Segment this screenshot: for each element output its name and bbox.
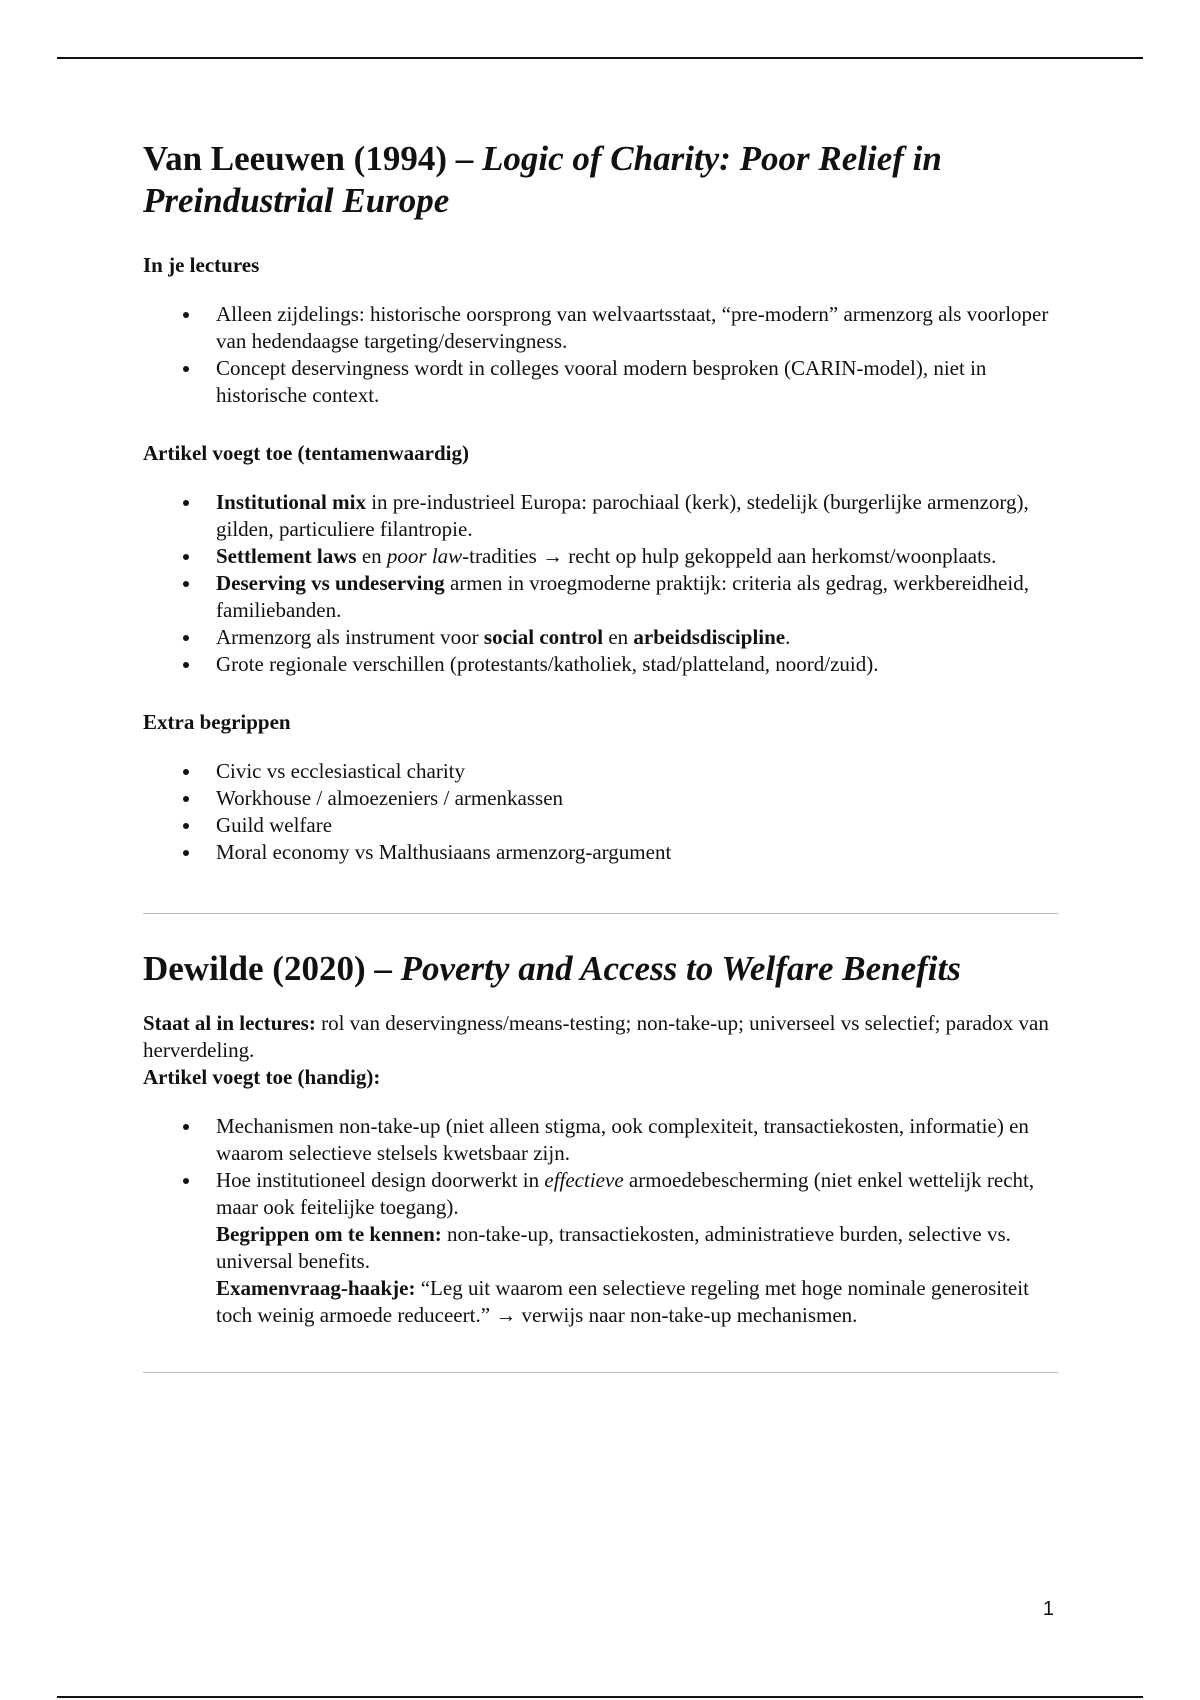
page-top-rule	[57, 57, 1143, 59]
document-body	[143, 138, 1058, 1373]
item-text: Grote regionale verschillen (protestants/katholiek, stad/platteland, noord/zuid).	[216, 652, 879, 676]
section-divider	[143, 913, 1058, 914]
adds-heading: Artikel voegt toe (handig):	[143, 1065, 381, 1089]
item-text: armen in vroegmoderne praktijk: criteria als gedrag, werkbereidheid, familiebanden.	[216, 571, 1029, 622]
list-item: Concept deservingness wordt in colleges vooral modern besproken (CARIN-model), niet in historische context.	[143, 355, 1058, 409]
list-item	[143, 543, 1058, 570]
list-item: Civic vs ecclesiastical charity	[143, 758, 1058, 785]
bold-term: social control	[483, 625, 604, 649]
italic-term: poor law	[386, 544, 463, 568]
item-text: Hoe institutioneel design doorwerkt in	[216, 1168, 545, 1192]
bold-term: arbeidsdiscipline	[633, 625, 786, 649]
list-item	[143, 489, 1058, 543]
list-item: Guild welfare	[143, 812, 1058, 839]
lectures-list	[143, 301, 1058, 409]
item-text: Armenzorg als instrument voor	[216, 625, 484, 649]
exam-text: “Leg uit waarom een selectieve regeling met hoge nominale generositeit toch weinig armoede reduceert.” → verwijs naar non-take-up mechanismen.	[216, 1276, 1029, 1327]
item-text: armoedebescherming (niet enkel wettelijk recht, maar ook feitelijke toegang).	[216, 1168, 1035, 1219]
bold-term: Institutional mix	[216, 490, 366, 514]
exam-paragraph	[216, 1275, 1058, 1329]
item-text: en	[356, 544, 387, 568]
extra-list	[143, 758, 1058, 866]
item-text: en	[603, 625, 634, 649]
lectures-text: rol van deservingness/means-testing; non-take-up; universeel vs selectief; paradox van herverdeling.	[143, 1011, 1049, 1062]
dewilde-list	[143, 1113, 1058, 1329]
list-item: Mechanismen non-take-up (niet alleen stigma, ook complexiteit, transactiekosten, informatie) en waarom selectieve stelsels kwetsbaar zijn.	[143, 1113, 1058, 1167]
lectures-paragraph	[143, 1010, 1058, 1064]
extra-heading: Extra begrippen	[143, 710, 291, 734]
list-item: Alleen zijdelings: historische oorsprong van welvaartsstaat, “pre-modern” armenzorg als voorloper van hedendaagse targeting/deservingness.	[143, 301, 1058, 355]
page-number: 1	[1042, 1598, 1054, 1620]
item-text: in pre-industrieel Europa: parochiaal (kerk), stedelijk (burgerlijke armenzorg), gilden, particuliere filantropie.	[216, 490, 1029, 541]
title-italic: Poverty and Access to Welfare Benefits	[400, 949, 961, 988]
list-item	[143, 651, 1058, 678]
title-plain: Van Leeuwen (1994) –	[143, 139, 482, 178]
list-item	[143, 570, 1058, 624]
list-item	[143, 1167, 1058, 1329]
section-title-dewilde	[143, 948, 1058, 990]
list-item	[143, 624, 1058, 651]
terms-label: Begrippen om te kennen:	[216, 1222, 442, 1246]
terms-text: non-take-up, transactiekosten, administratieve burden, selective vs. universal benefits.	[216, 1222, 1011, 1273]
lectures-label: Staat al in lectures:	[143, 1011, 316, 1035]
title-plain: Dewilde (2020) –	[143, 949, 401, 988]
item-text: -tradities → recht op hulp gekoppeld aan herkomst/woonplaats.	[462, 544, 997, 568]
page-bottom-rule	[57, 1696, 1143, 1698]
bold-term: Settlement laws	[216, 544, 357, 568]
item-text: .	[785, 625, 791, 649]
bold-term: Deserving vs undeserving	[216, 571, 445, 595]
section-divider	[143, 1372, 1058, 1373]
section-title-van-leeuwen	[143, 138, 1058, 222]
lectures-heading: In je lectures	[143, 253, 260, 277]
list-item: Moral economy vs Malthusiaans armenzorg-argument	[143, 839, 1058, 866]
adds-heading: Artikel voegt toe (tentamenwaardig)	[143, 441, 469, 465]
italic-term: effectieve	[544, 1168, 624, 1192]
list-item: Workhouse / almoezeniers / armenkassen	[143, 785, 1058, 812]
title-italic: Logic of Charity: Poor Relief in Preindustrial Europe	[143, 139, 942, 220]
exam-label: Examenvraag-haakje:	[216, 1276, 416, 1300]
adds-list	[143, 489, 1058, 678]
terms-paragraph	[216, 1221, 1058, 1275]
